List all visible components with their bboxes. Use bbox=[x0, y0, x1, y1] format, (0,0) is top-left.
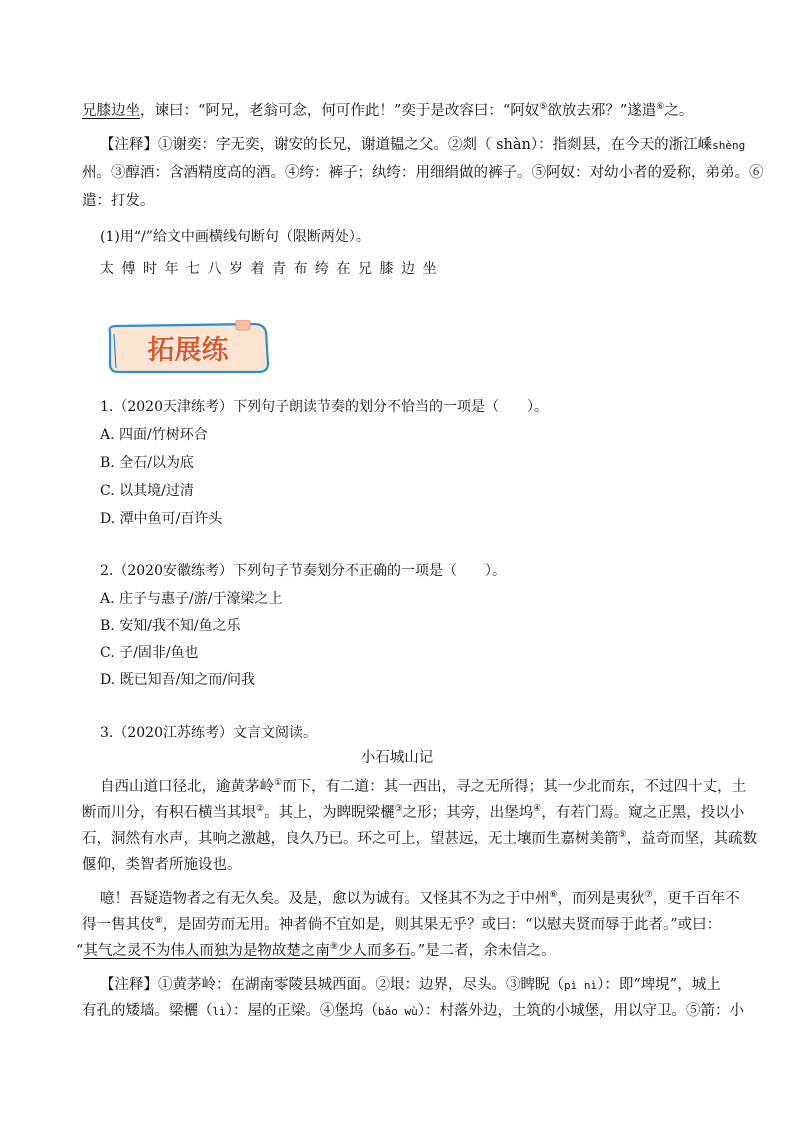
extension-practice-banner bbox=[104, 320, 272, 376]
underlined-sentence: 其气之灵不为伟人而独为是物故楚之南⑨少人而多石 bbox=[83, 942, 411, 959]
annotation-line-3: 遣：打发。 bbox=[82, 193, 155, 209]
annotation-line-2: 州。③醇酒：含酒精度高的酒。④绔：裤子；纨绔：用细绢做的裤子。⑤阿奴：对幼小者的爱称，弟弟。⑥ bbox=[82, 165, 764, 181]
passage-p1-line-3: 石，洞然有水声，其响之激越，良久乃已。环之可上，望甚远，无土壤而生嘉树美箭⑤，益奇而坚，其疏数 bbox=[82, 830, 758, 847]
question-1-option-d: D. 潭中鱼可/百许头 bbox=[100, 511, 223, 527]
passage-p1-line-1: 自西山道口径北，逾黄茅岭①而下，有二道：其一西出，寻之无所得；其一少北而东，不过四十丈，土 bbox=[100, 778, 747, 795]
question-1-option-c: C. 以其境/过清 bbox=[100, 483, 194, 499]
question-2-option-d: D. 既已知吾/知之而/问我 bbox=[100, 672, 256, 688]
question-2-option-b: B. 安知/我不知/鱼之乐 bbox=[100, 618, 241, 634]
question-2-stem: 2.（2020安徽练考）下列句子节奏划分不正确的一项是（ ）。 bbox=[100, 563, 506, 579]
passage-line-1: 兄膝边坐，谏曰：“阿兄，老翁可念，何可作此！”奕于是改容曰：“阿奴⑤欲放去邪？”遂遣⑥之。 bbox=[82, 102, 694, 119]
q3-annotation-line-1: 【注释】①黄茅岭：在湖南零陵县城西面。②垠：边界，尽头。③睥睨（pì nì）：即“埤垷”，城上 bbox=[100, 977, 721, 993]
sub-question-1: (1)用“/”给文中画横线句断句（限断两处）。 bbox=[100, 229, 370, 245]
question-2-option-c: C. 子/固非/鱼也 bbox=[100, 645, 199, 661]
passage-title: 小石城山记 bbox=[360, 750, 434, 766]
question-1-option-a: A. 四面/竹树环合 bbox=[100, 427, 208, 443]
passage-p1-line-4: 偃仰，类智者所施设也。 bbox=[82, 857, 242, 873]
question-2-option-a: A. 庄子与惠子/游/于濠梁之上 bbox=[100, 591, 283, 607]
underlined-phrase: 兄膝边坐 bbox=[82, 103, 140, 119]
q3-annotation-line-2: 有孔的矮墙。梁欐（lì）：屋的正梁。④堡坞（bǎo wù）：村落外边，土筑的小城堡，用以守卫。⑤箭：小 bbox=[82, 1003, 744, 1019]
sentence-to-punctuate: 太傅时年七八岁着青布绔在兄膝边坐 bbox=[100, 261, 444, 277]
banner-graphic bbox=[104, 320, 272, 376]
annotation-line-1: 【注释】①谢奕：字无奕，谢安的长兄，谢道韫之父。②剡（ shàn）：指剡县，在今天的浙江嵊shèng bbox=[100, 137, 746, 153]
question-3-stem: 3.（2020江苏练考）文言文阅读。 bbox=[100, 725, 317, 741]
banner-text: 拓展练 bbox=[147, 335, 229, 366]
question-1-option-b: B. 全石/以为底 bbox=[100, 455, 194, 471]
question-1-stem: 1.（2020天津练考）下列句子朗读节奏的划分不恰当的一项是（ ）。 bbox=[100, 399, 548, 415]
passage-p2-line-2: 得一售其伎⑧，是固劳而无用。神者倘不宜如是，则其果无乎？或曰：“以慰夫贤而辱于此者。”或曰： bbox=[82, 916, 722, 933]
passage-p2-line-1: 噫！吾疑造物者之有无久矣。及是，愈以为诚有。又怪其不为之于中州⑥，而列是夷狄⑦，更千百年不 bbox=[100, 890, 740, 907]
passage-p1-line-2: 断而川分，有积石横当其垠②。其上，为睥睨梁欐③之形；其旁，出堡坞④，有若门焉。窥之正黑，投以小 bbox=[82, 804, 745, 821]
note-label: 【注释】 bbox=[100, 137, 158, 153]
passage-p2-line-3: “其气之灵不为伟人而独为是物故楚之南⑨少人而多石。”是二者，余未信之。 bbox=[76, 942, 556, 959]
